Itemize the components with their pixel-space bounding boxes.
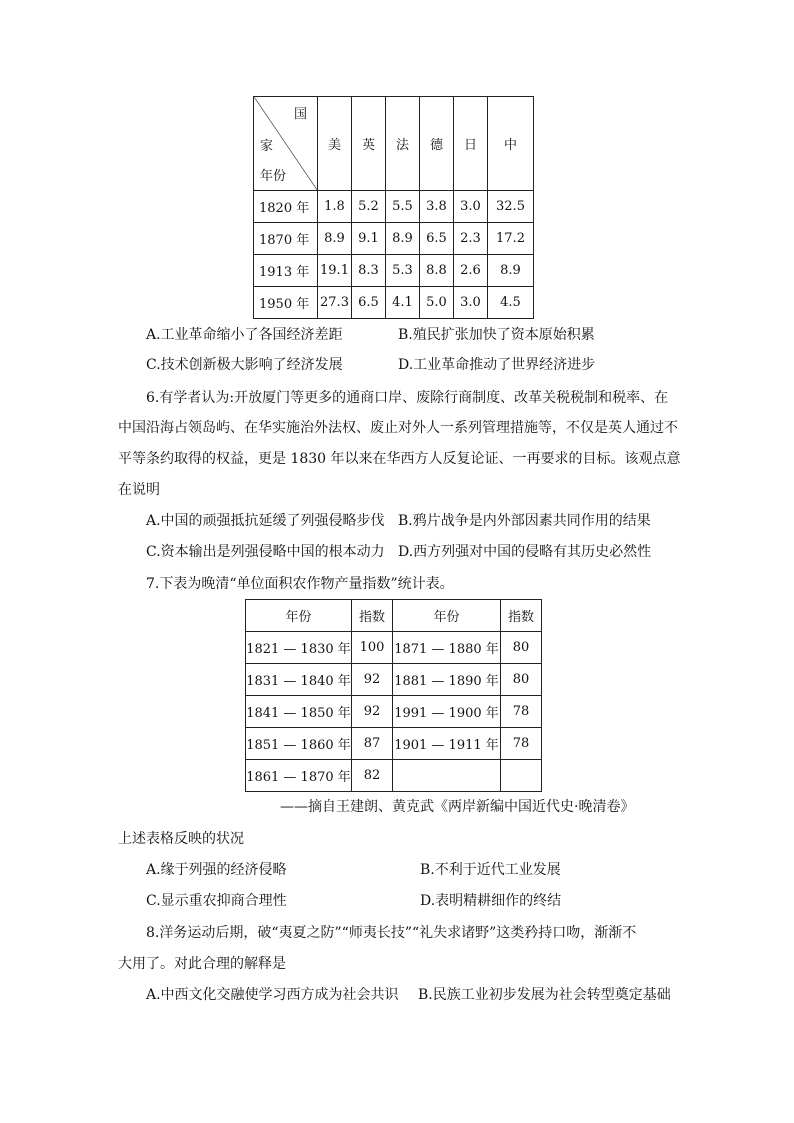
q5-option-d[interactable]: D.工业革命推动了世界经济进步 — [398, 357, 596, 373]
index-header: 指数 — [501, 600, 542, 632]
year-header: 年份 — [393, 600, 501, 632]
gdp-share-table — [253, 96, 534, 319]
q6-option-a[interactable]: A.中国的顽强抵抗延缓了列强侵略步伐 — [146, 513, 385, 529]
value-cell: 6.5 — [420, 223, 454, 255]
q8-option-a[interactable]: A.中西文化交融使学习西方成为社会共识 — [146, 987, 399, 1003]
value-cell: 17.2 — [488, 223, 534, 255]
value-cell: 5.5 — [386, 191, 420, 223]
index-cell: 87 — [352, 728, 393, 760]
table-corner-cell — [254, 97, 318, 191]
index-cell — [501, 760, 542, 792]
table-row — [254, 223, 534, 255]
index-cell: 78 — [501, 696, 542, 728]
year-cell: 1870 年 — [254, 223, 318, 255]
q8-stem-line: 大用了。对此合理的解释是 — [118, 956, 286, 972]
index-cell: 80 — [501, 632, 542, 664]
value-cell: 8.9 — [318, 223, 352, 255]
value-cell: 5.3 — [386, 255, 420, 287]
table-row — [246, 632, 542, 664]
index-cell: 100 — [352, 632, 393, 664]
year-cell: 1913 年 — [254, 255, 318, 287]
value-cell: 3.0 — [454, 287, 488, 319]
index-cell: 92 — [352, 696, 393, 728]
table-row — [246, 696, 542, 728]
q8-option-b[interactable]: B.民族工业初步发展为社会转型奠定基础 — [418, 987, 671, 1003]
value-cell: 8.9 — [488, 255, 534, 287]
year-cell: 1950 年 — [254, 287, 318, 319]
year-cell: 1881 — 1890 年 — [393, 664, 501, 696]
table-row — [246, 760, 542, 792]
table-row — [254, 191, 534, 223]
value-cell: 9.1 — [352, 223, 386, 255]
q6-stem-line: 在说明 — [118, 482, 160, 498]
country-header: 英 — [352, 97, 386, 191]
year-cell: 1851 — 1860 年 — [246, 728, 352, 760]
q7-option-a[interactable]: A.缘于列强的经济侵略 — [146, 862, 287, 878]
crop-yield-index-table — [245, 599, 542, 792]
year-cell: 1841 — 1850 年 — [246, 696, 352, 728]
value-cell: 8.9 — [386, 223, 420, 255]
country-header: 德 — [420, 97, 454, 191]
value-cell: 4.1 — [386, 287, 420, 319]
table-row — [246, 664, 542, 696]
q6-option-b[interactable]: B.鸦片战争是内外部因素共同作用的结果 — [398, 513, 651, 529]
q6-stem-line: 平等条约取得的权益，更是 1830 年以来在华西方人反复论证、一再要求的目标。该观点意 — [118, 451, 681, 467]
q7-stem: 7.下表为晚清“单位面积农作物产量指数”统计表。 — [146, 576, 454, 592]
value-cell: 3.0 — [454, 191, 488, 223]
table-row — [246, 728, 542, 760]
q5-option-b[interactable]: B.殖民扩张加快了资本原始积累 — [398, 327, 595, 343]
q5-option-c[interactable]: C.技术创新极大影响了经济发展 — [146, 357, 343, 373]
value-cell: 8.3 — [352, 255, 386, 287]
year-cell: 1831 — 1840 年 — [246, 664, 352, 696]
year-cell — [393, 760, 501, 792]
q7-source: ——摘自王建朗、黄克武《两岸新编中国近代史·晚清卷》 — [280, 799, 635, 815]
value-cell: 1.8 — [318, 191, 352, 223]
table-row — [254, 255, 534, 287]
value-cell: 4.5 — [488, 287, 534, 319]
corner-country-label: 国 — [293, 107, 307, 122]
q6-stem-line: 6.有学者认为:开放厦门等更多的通商口岸、废除行商制度、改革关税税制和税率、在 — [146, 390, 669, 406]
table-row — [254, 287, 534, 319]
value-cell: 32.5 — [488, 191, 534, 223]
q7-option-d[interactable]: D.表明精耕细作的终结 — [420, 893, 562, 909]
value-cell: 3.8 — [420, 191, 454, 223]
year-cell: 1871 — 1880 年 — [393, 632, 501, 664]
value-cell: 5.2 — [352, 191, 386, 223]
value-cell: 6.5 — [352, 287, 386, 319]
year-header: 年份 — [246, 600, 352, 632]
index-cell: 80 — [501, 664, 542, 696]
year-cell: 1861 — 1870 年 — [246, 760, 352, 792]
q5-option-a[interactable]: A.工业革命缩小了各国经济差距 — [146, 327, 343, 343]
country-header: 法 — [386, 97, 420, 191]
q6-stem-line: 中国沿海占领岛屿、在华实施治外法权、废止对外人一系列管理措施等，不仅是英人通过不 — [118, 420, 678, 436]
index-cell: 78 — [501, 728, 542, 760]
value-cell: 5.0 — [420, 287, 454, 319]
table-header-row — [246, 600, 542, 632]
corner-year-label: 年份 — [260, 169, 287, 184]
value-cell: 2.3 — [454, 223, 488, 255]
country-header: 美 — [318, 97, 352, 191]
q7-option-c[interactable]: C.显示重农抑商合理性 — [146, 893, 287, 909]
value-cell: 2.6 — [454, 255, 488, 287]
year-cell: 1901 — 1911 年 — [393, 728, 501, 760]
country-header: 日 — [454, 97, 488, 191]
year-cell: 1821 — 1830 年 — [246, 632, 352, 664]
year-cell: 1991 — 1900 年 — [393, 696, 501, 728]
value-cell: 27.3 — [318, 287, 352, 319]
year-cell: 1820 年 — [254, 191, 318, 223]
q6-option-d[interactable]: D.西方列强对中国的侵略有其历史必然性 — [398, 544, 652, 560]
country-header: 中 — [488, 97, 534, 191]
q7-option-b[interactable]: B.不利于近代工业发展 — [420, 862, 561, 878]
value-cell: 8.8 — [420, 255, 454, 287]
index-cell: 92 — [352, 664, 393, 696]
q8-stem-line: 8.洋务运动后期，破“夷夏之防”“师夷长技”“礼失求诸野”这类矜持口吻，渐渐不 — [146, 925, 637, 941]
q6-option-c[interactable]: C.资本输出是列强侵略中国的根本动力 — [146, 544, 385, 560]
corner-country-label-2: 家 — [260, 139, 274, 154]
index-cell: 82 — [352, 760, 393, 792]
value-cell: 19.1 — [318, 255, 352, 287]
index-header: 指数 — [352, 600, 393, 632]
q7-question: 上述表格反映的状况 — [118, 831, 244, 847]
